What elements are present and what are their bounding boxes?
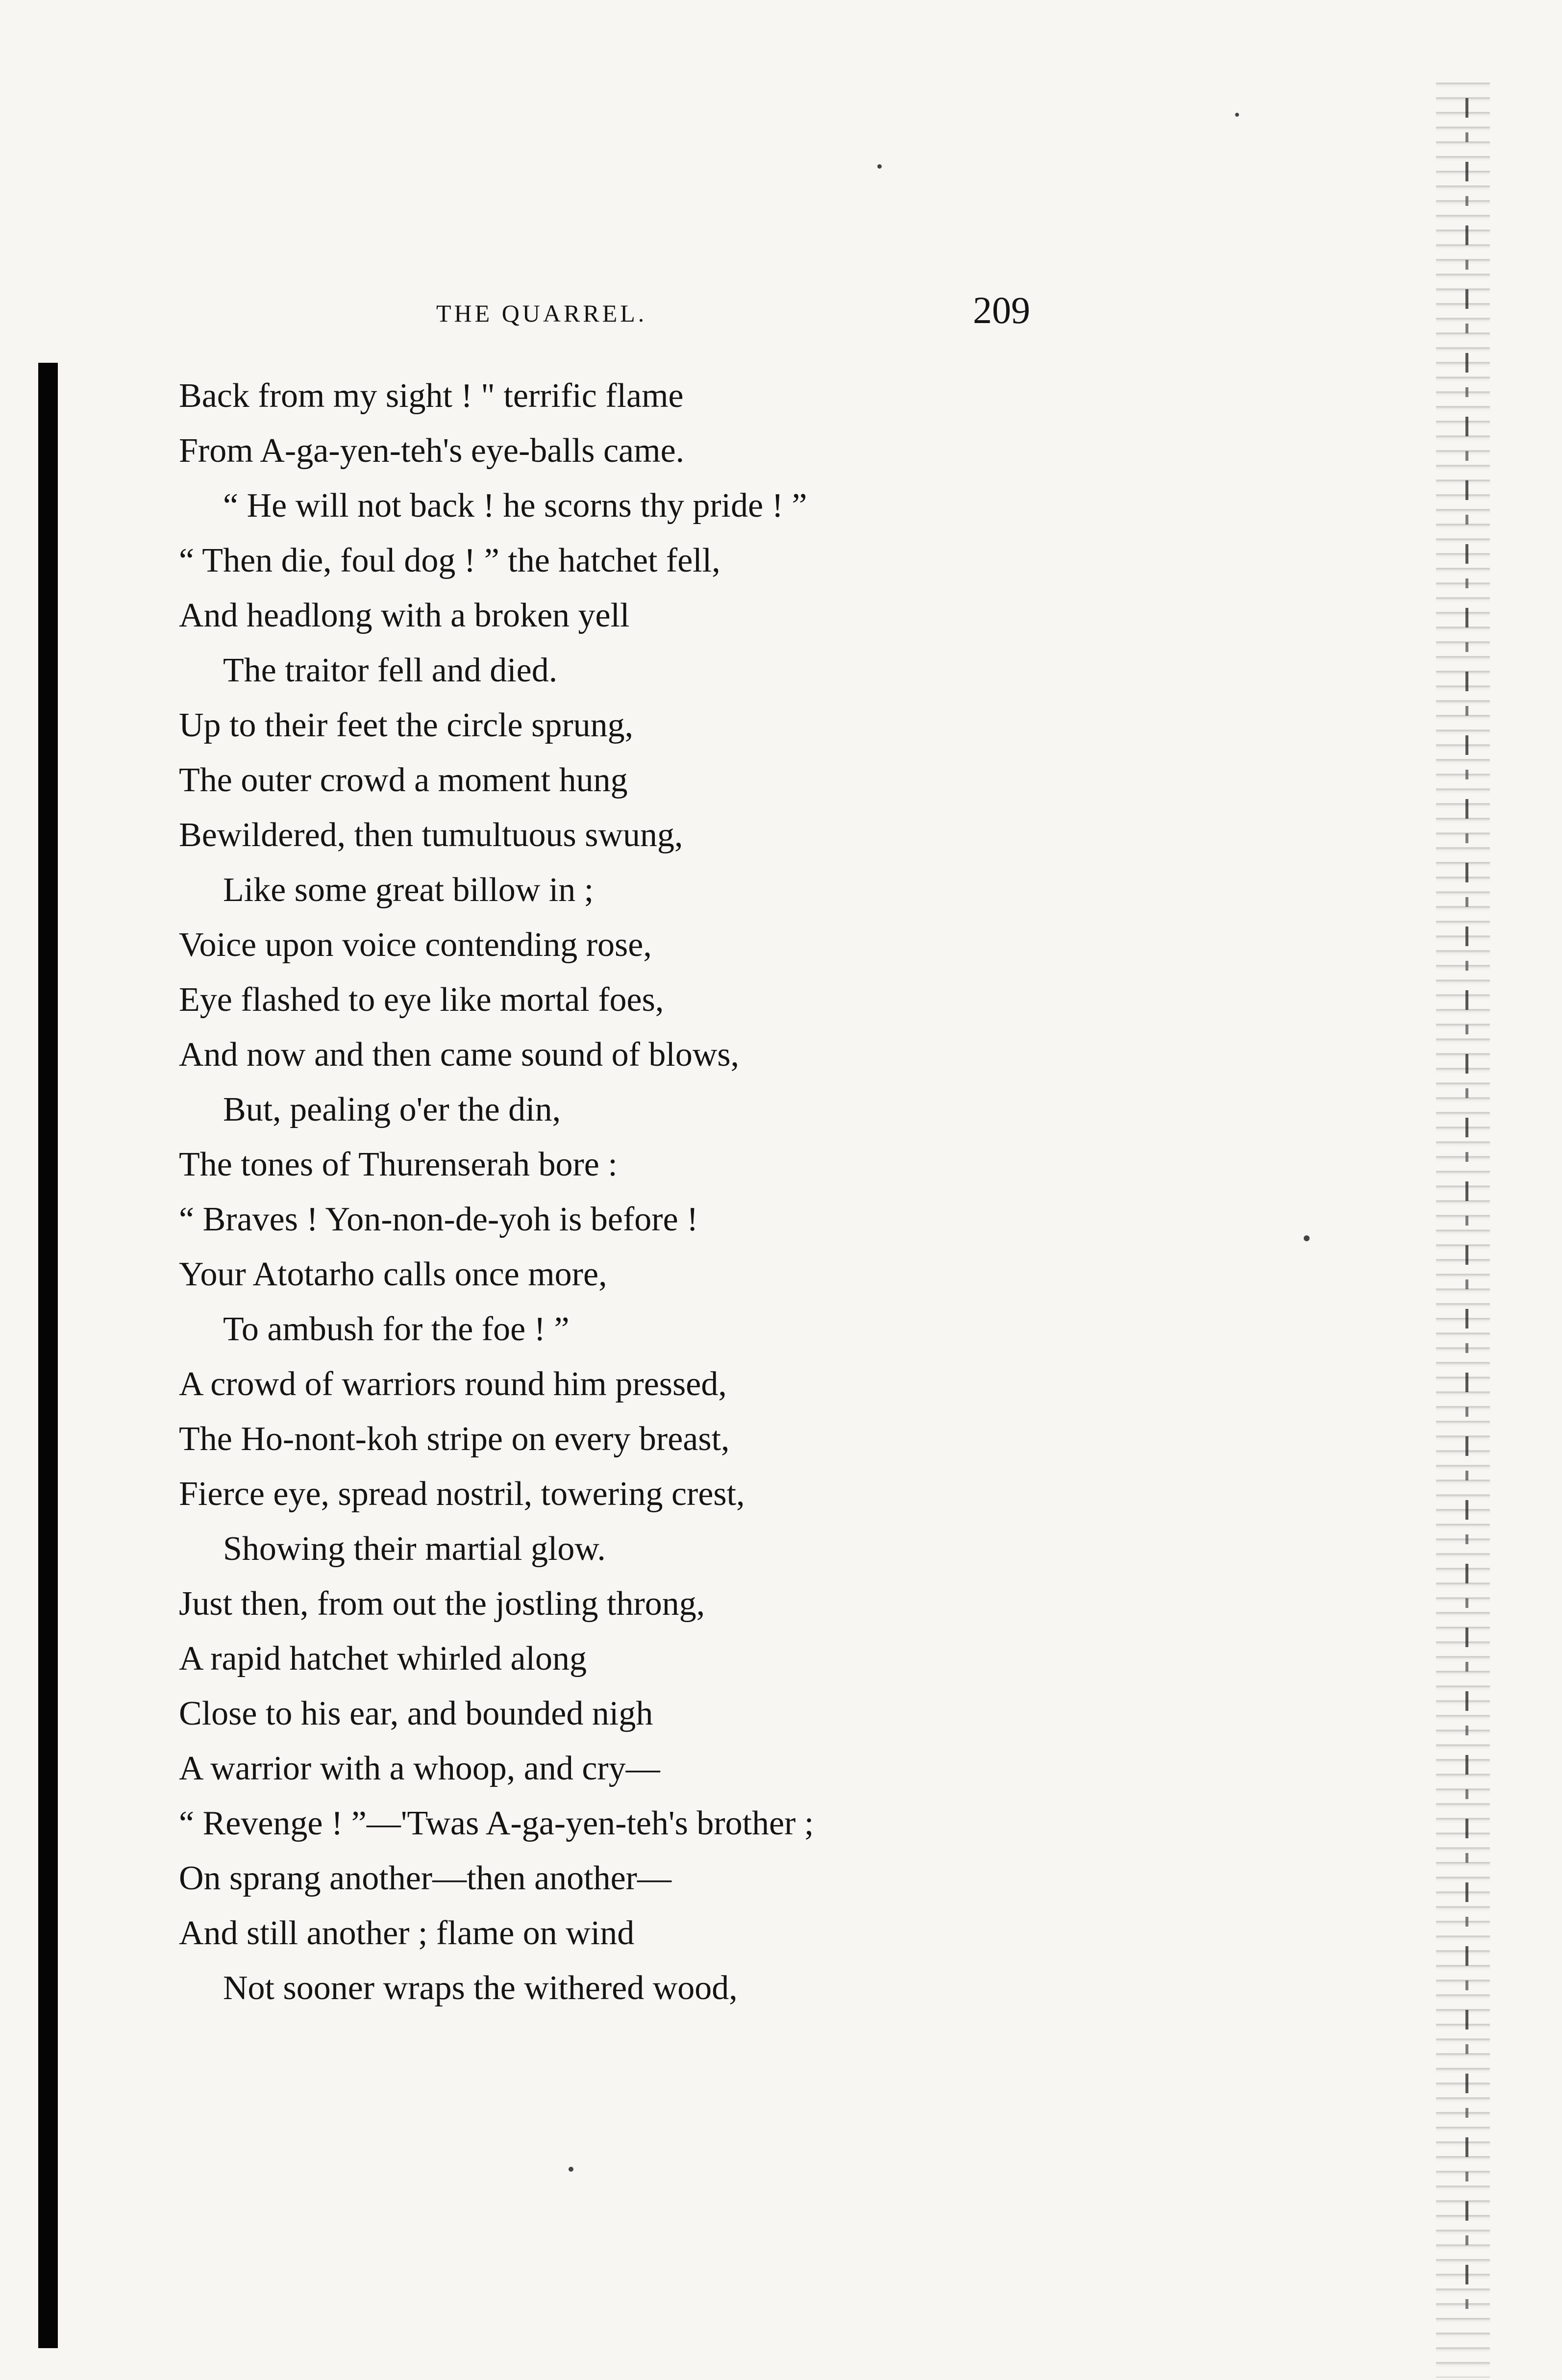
verse-line: The Ho-nont-koh stripe on every breast, xyxy=(179,1420,730,1458)
verse-line: Showing their martial glow. xyxy=(223,1530,606,1568)
verse-line: “ Braves ! Yon-non-de-yoh is before ! xyxy=(179,1201,698,1238)
verse-line: Voice upon voice contending rose, xyxy=(179,926,652,964)
verse-line: But, pealing o'er the din, xyxy=(223,1091,561,1128)
verse-line: A warrior with a whoop, and cry— xyxy=(179,1750,660,1787)
verse-line: And now and then came sound of blows, xyxy=(179,1036,740,1074)
verse-line: And headlong with a broken yell xyxy=(179,597,630,634)
verse-line: “ Then die, foul dog ! ” the hatchet fell, xyxy=(179,542,720,579)
verse-line: Back from my sight ! " terrific flame xyxy=(179,377,684,415)
verse-line: Just then, from out the jostling throng, xyxy=(179,1585,705,1623)
verse-line: A rapid hatchet whirled along xyxy=(179,1640,587,1678)
verse-line: Bewildered, then tumultuous swung, xyxy=(179,816,683,854)
ink-speck xyxy=(1235,113,1239,117)
verse-line: A crowd of warriors round him pressed, xyxy=(179,1365,727,1403)
page-edge-marks xyxy=(1465,98,1468,2329)
verse-line: On sprang another—then another— xyxy=(179,1859,671,1897)
ink-speck xyxy=(877,164,882,169)
page-edge-shadow xyxy=(1436,74,1490,2378)
verse-line: The traitor fell and died. xyxy=(223,651,558,689)
poem-body xyxy=(179,369,1306,2016)
ink-speck xyxy=(569,2167,573,2172)
verse-line: Like some great billow in ; xyxy=(223,871,594,909)
verse-line: The tones of Thurenserah bore : xyxy=(179,1146,618,1183)
verse-line: Eye flashed to eye like mortal foes, xyxy=(179,981,664,1019)
page-number: 209 xyxy=(973,289,1030,331)
verse-line: From A-ga-yen-teh's eye-balls came. xyxy=(179,432,685,470)
verse-line: Not sooner wraps the withered wood, xyxy=(223,1969,738,2007)
verse-line: The outer crowd a moment hung xyxy=(179,761,628,799)
verse-line: Close to his ear, and bounded nigh xyxy=(179,1695,653,1732)
verse-line: And still another ; flame on wind xyxy=(179,1914,635,1952)
verse-line: “ Revenge ! ”—'Twas A-ga-yen-teh's brother ; xyxy=(179,1804,814,1842)
verse-line: Fierce eye, spread nostril, towering crest, xyxy=(179,1475,745,1513)
binding-shadow xyxy=(38,363,58,2348)
verse-line: Your Atotarho calls once more, xyxy=(179,1255,607,1293)
verse-line: “ He will not back ! he scorns thy pride ! ” xyxy=(223,487,807,525)
verse-line: To ambush for the foe ! ” xyxy=(223,1310,570,1348)
verse-line: Up to their feet the circle sprung, xyxy=(179,706,634,744)
running-head: THE QUARREL. xyxy=(436,300,647,327)
